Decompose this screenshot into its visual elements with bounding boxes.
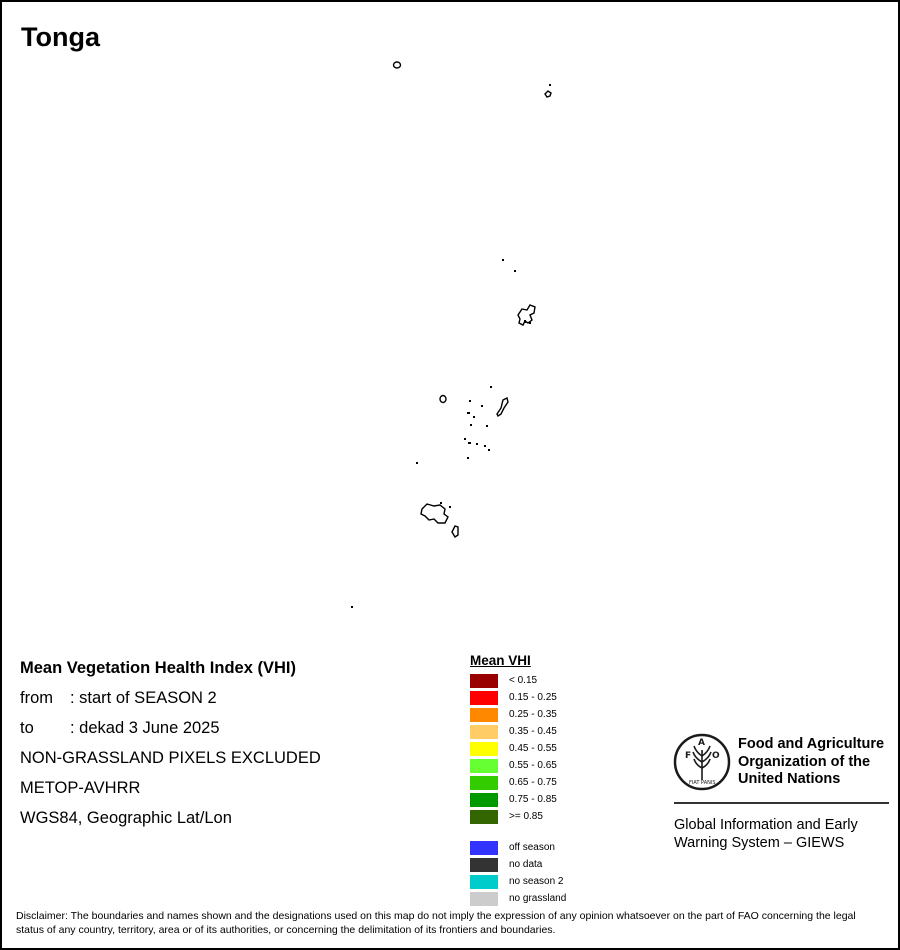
legend-item bbox=[470, 740, 557, 757]
legend-swatch bbox=[470, 892, 498, 906]
legend-swatch bbox=[470, 708, 498, 722]
fao-org-name-line: Organization of the bbox=[738, 753, 871, 770]
island-niuatoputapu bbox=[545, 91, 551, 97]
to-value: : dekad 3 June 2025 bbox=[70, 719, 220, 737]
sensor-name: METOP-AVHRR bbox=[20, 779, 141, 797]
from-label: from bbox=[20, 689, 53, 707]
map-info-block bbox=[20, 658, 321, 838]
svg-text:A: A bbox=[698, 738, 705, 748]
legend-label: 0.35 - 0.45 bbox=[509, 726, 557, 737]
legend-label: < 0.15 bbox=[509, 675, 538, 686]
projection-name: WGS84, Geographic Lat/Lon bbox=[20, 809, 232, 827]
legend-item bbox=[470, 774, 557, 791]
legend-label: 0.45 - 0.55 bbox=[509, 743, 557, 754]
map-title: Tonga bbox=[21, 22, 100, 52]
legend-item bbox=[470, 873, 564, 890]
island-haapai bbox=[497, 398, 508, 416]
legend-swatch bbox=[470, 875, 498, 889]
giews-name bbox=[674, 816, 894, 852]
legend-item bbox=[470, 672, 538, 689]
fao-org-name bbox=[738, 736, 898, 789]
fao-org-name-line: United Nations bbox=[738, 771, 841, 787]
legend-label: 0.75 - 0.85 bbox=[509, 794, 557, 805]
legend-label: 0.15 - 0.25 bbox=[509, 692, 557, 703]
islet-dots bbox=[351, 84, 551, 608]
island-outlines bbox=[2, 2, 898, 642]
legend-label: 0.55 - 0.65 bbox=[509, 760, 557, 771]
svg-text:F: F bbox=[685, 751, 692, 761]
legend-special-list bbox=[470, 839, 567, 907]
legend-swatch bbox=[470, 776, 498, 790]
island-eua bbox=[452, 526, 458, 537]
logo-divider bbox=[674, 802, 889, 804]
legend-swatch bbox=[470, 793, 498, 807]
to-label: to bbox=[20, 719, 34, 737]
giews-name-line: Warning System – GIEWS bbox=[674, 835, 845, 851]
legend-swatch bbox=[470, 858, 498, 872]
island-niuafoou bbox=[394, 62, 401, 68]
legend-item bbox=[470, 757, 557, 774]
legend-swatch bbox=[470, 742, 498, 756]
legend-item bbox=[470, 856, 543, 873]
svg-text:O: O bbox=[712, 751, 720, 761]
legend-label: no grassland bbox=[509, 893, 567, 904]
legend-swatch bbox=[470, 674, 498, 688]
giews-name-line: Global Information and Early bbox=[674, 817, 858, 833]
fao-org-name-line: Food and Agriculture bbox=[738, 736, 885, 752]
legend-swatch bbox=[470, 691, 498, 705]
fao-emblem-icon bbox=[672, 732, 732, 792]
mask-note: NON-GRASSLAND PIXELS EXCLUDED bbox=[20, 749, 321, 767]
island-kao bbox=[440, 396, 446, 403]
legend-label: no data bbox=[509, 859, 543, 870]
legend-item bbox=[470, 890, 567, 907]
legend-label: >= 0.85 bbox=[509, 811, 543, 822]
legend-label: no season 2 bbox=[509, 876, 564, 887]
index-heading: Mean Vegetation Health Index (VHI) bbox=[20, 659, 296, 677]
legend-title: Mean VHI bbox=[470, 653, 531, 668]
island-tongatapu bbox=[421, 504, 448, 523]
legend bbox=[470, 653, 567, 907]
legend-item bbox=[470, 689, 557, 706]
legend-label: off season bbox=[509, 842, 555, 853]
legend-label: 0.25 - 0.35 bbox=[509, 709, 557, 720]
period-to bbox=[20, 718, 321, 748]
legend-label: 0.65 - 0.75 bbox=[509, 777, 557, 788]
legend-swatch bbox=[470, 759, 498, 773]
from-value: : start of SEASON 2 bbox=[70, 689, 217, 707]
legend-swatch bbox=[470, 725, 498, 739]
legend-swatch bbox=[470, 810, 498, 824]
legend-item bbox=[470, 808, 543, 825]
legend-item bbox=[470, 839, 555, 856]
legend-swatch bbox=[470, 841, 498, 855]
period-from bbox=[20, 688, 321, 718]
island-vavau bbox=[518, 305, 535, 325]
legend-item bbox=[470, 706, 557, 723]
svg-text:FIAT PANIS: FIAT PANIS bbox=[689, 780, 716, 786]
legend-class-list bbox=[470, 672, 557, 825]
legend-item bbox=[470, 723, 557, 740]
disclaimer: Disclaimer: The boundaries and names shown and the designations used on this map do not imply the expression of any opinion whatsoever on the part of FAO concerning the legal status of any country, territory, area or of its authorities, or concerning the delimitation of its frontiers and boundaries. bbox=[16, 910, 856, 936]
legend-item bbox=[470, 791, 557, 808]
